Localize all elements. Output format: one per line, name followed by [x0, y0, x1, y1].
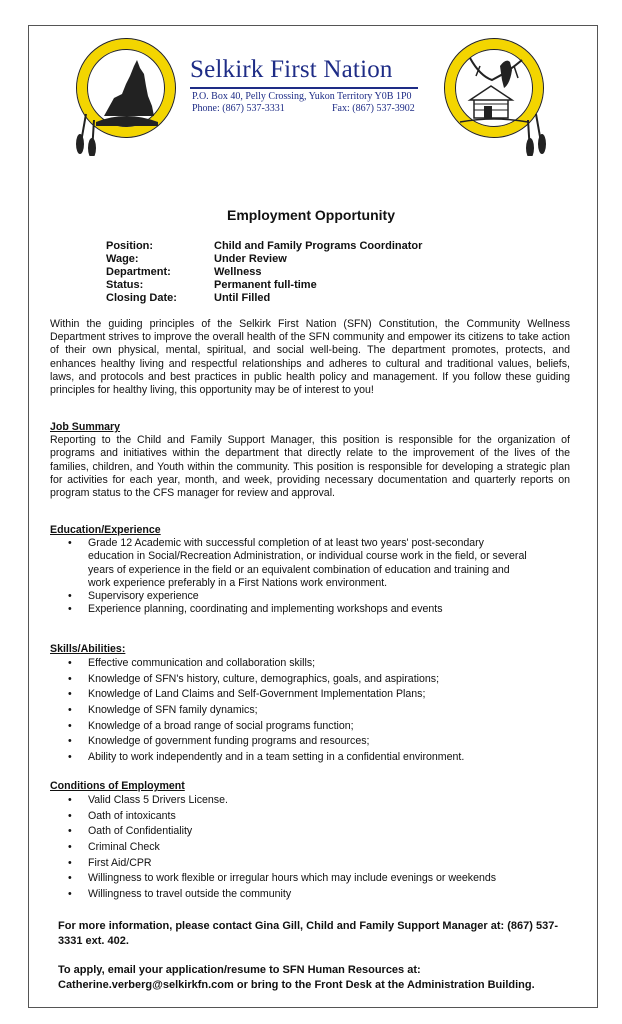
letterhead [74, 36, 550, 161]
job-info-value: Wellness [214, 266, 262, 278]
brand-divider [190, 87, 418, 89]
howling-wolf-logo-icon [74, 36, 194, 156]
list-item: • Ability to work independently and in a team setting in a confidential environment. [50, 750, 570, 766]
conditions-section [50, 780, 570, 902]
list-item: • Willingness to work flexible or irregular hours which may include evenings or weekends [50, 871, 570, 887]
section-heading: Skills/Abilities: [50, 643, 126, 655]
job-info-value: Under Review [214, 253, 287, 265]
job-info-label: Closing Date: [106, 292, 177, 304]
job-info-label: Status: [106, 279, 144, 291]
intro-paragraph: Within the guiding principles of the Selkirk First Nation (SFN) Constitution, the Community Wellness Department strives to improve the overall health of the SFN community and empower its citizens to take action of their own physical, mental, spiritual, and social well-being. The department promotes, protects, and enhances healthy living and respectful relationships and adheres to cultural and traditional values, beliefs, laws, and protocols and best practices in public health policy and management. If you follow these guiding principles for healthy living, this opportunity may be of interest to you! [50, 318, 570, 397]
contact-info: For more information, please contact Gina Gill, Child and Family Support Manager at: (867) 537-3331 ext. 402. [58, 920, 558, 947]
section-heading: Job Summary [50, 421, 121, 433]
job-info-row [106, 253, 422, 266]
list-item: • Knowledge of government funding programs and resources; [50, 734, 570, 750]
organization-fax: Fax: (867) 537-3902 [332, 103, 415, 114]
education-list [50, 537, 570, 616]
list-item: • First Aid/CPR [50, 856, 570, 872]
job-info-table [106, 240, 422, 305]
list-item: • Knowledge of SFN's history, culture, demographics, goals, and aspirations; [50, 672, 570, 688]
organization-brand [190, 56, 430, 126]
job-info-label: Position: [106, 240, 154, 252]
list-item: • Knowledge of a broad range of social programs function; [50, 719, 570, 735]
job-info-value: Child and Family Programs Coordinator [214, 240, 423, 252]
list-item: • Knowledge of SFN family dynamics; [50, 703, 570, 719]
job-info-label: Wage: [106, 253, 139, 265]
organization-phone: Phone: (867) 537-3331 [192, 103, 285, 114]
job-info-label: Department: [106, 266, 171, 278]
job-summary-section [50, 421, 570, 500]
conditions-list [50, 793, 570, 902]
list-item: • Grade 12 Academic with successful completion of at least two years' post-secondary education in Social/Recreation Administration, or individual course work in the field, or several years of experience in the field or an equivalent combination of education and training and work experience preferably in a First Nations work environment. [50, 537, 570, 590]
section-heading: Education/Experience [50, 524, 161, 536]
list-item: • Experience planning, coordinating and implementing workshops and events [50, 603, 570, 616]
raven-cabin-logo-icon [430, 36, 550, 156]
job-info-value: Permanent full-time [214, 279, 317, 291]
job-info-row [106, 266, 422, 279]
list-item: • Oath of intoxicants [50, 809, 570, 825]
list-item: • Criminal Check [50, 840, 570, 856]
education-section [50, 524, 570, 616]
skills-list [50, 656, 570, 765]
apply-instructions: To apply, email your application/resume to SFN Human Resources at: Catherine.verberg@selkirkfn.com or bring to the Front Desk at the Administration Building. [58, 964, 535, 991]
organization-name: Selkirk First Nation [190, 56, 393, 83]
organization-address: P.O. Box 40, Pelly Crossing, Yukon Territory Y0B 1P0 [192, 91, 412, 102]
list-item: • Oath of Confidentiality [50, 824, 570, 840]
job-info-row [106, 240, 422, 253]
job-info-value: Until Filled [214, 292, 271, 304]
list-item: • Effective communication and collaboration skills; [50, 656, 570, 672]
list-item: • Knowledge of Land Claims and Self-Government Implementation Plans; [50, 687, 570, 703]
job-info-row [106, 279, 422, 292]
job-info-row [106, 292, 422, 305]
job-summary-text: Reporting to the Child and Family Support Manager, this position is responsible for the organization of programs and initiatives within the department that directly relate to the improvement of the lives of the families, children, and Youth within the community. This position is responsible for developing a strategic plan for activities for each year, month, and week, providing necessary documentation and quarterly reports on program status to the CFS manager for review and approval. [50, 434, 570, 500]
list-item: • Willingness to travel outside the community [50, 887, 570, 903]
section-heading: Conditions of Employment [50, 780, 185, 792]
list-item: • Supervisory experience [50, 590, 570, 603]
page-title: Employment Opportunity [227, 207, 395, 223]
skills-section [50, 643, 570, 765]
list-item: • Valid Class 5 Drivers License. [50, 793, 570, 809]
